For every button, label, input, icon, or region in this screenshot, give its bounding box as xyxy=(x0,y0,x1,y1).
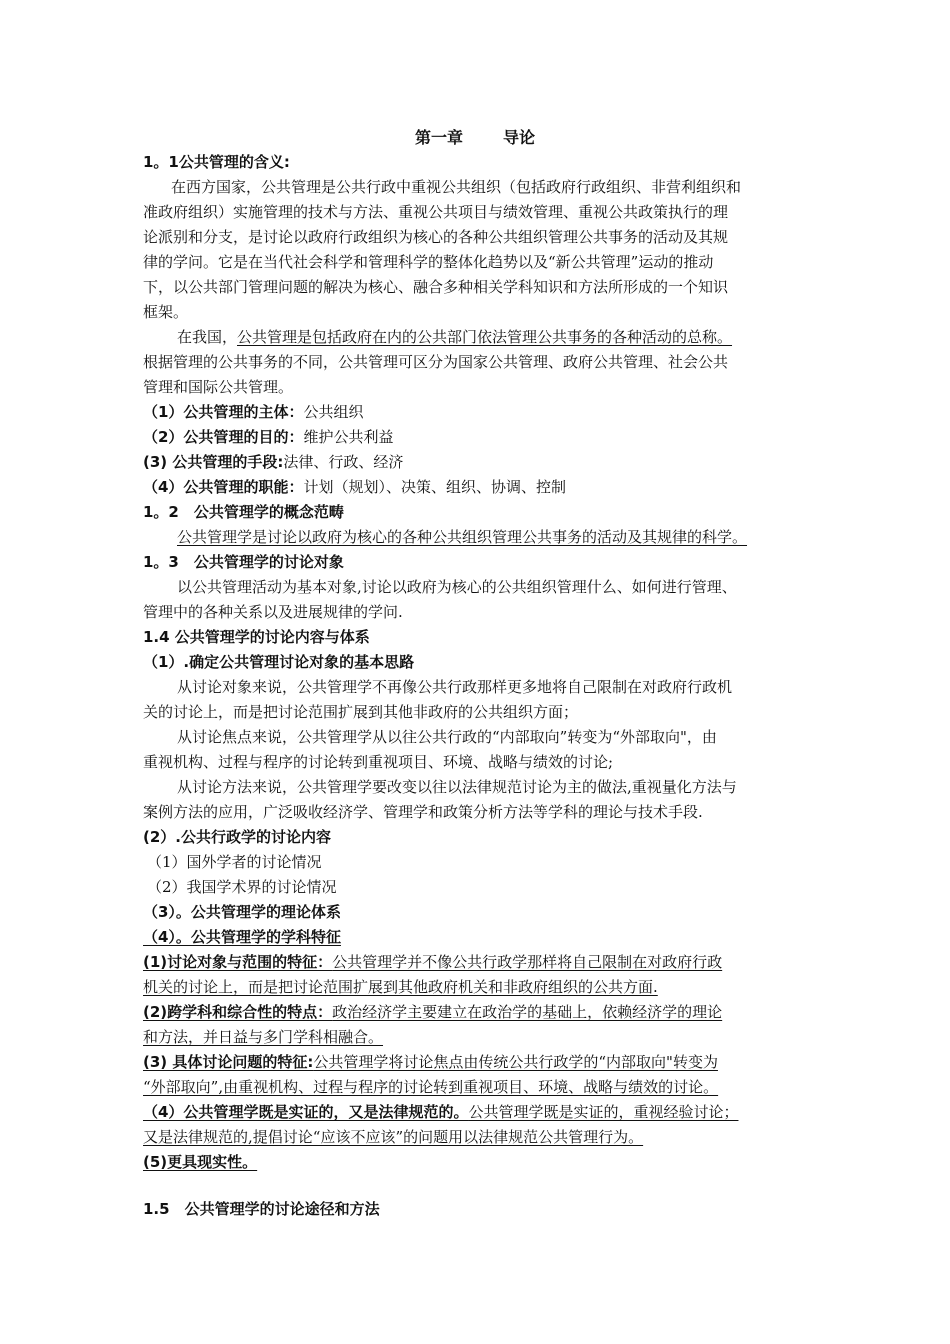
item-text: 计划（规划）、决策、组织、协调、控制 xyxy=(303,478,566,496)
item-text: 法律、行政、经济 xyxy=(283,453,404,471)
list-item xyxy=(143,475,823,499)
subsection-heading: （4）。公共管理学的学科特征 xyxy=(143,928,341,946)
list-item xyxy=(143,400,823,424)
feature-label: (1)讨论对象与范围的特征： xyxy=(143,953,333,971)
lead-text: 在我国， xyxy=(177,328,238,346)
section-1-5-heading: 1.5 公共管理学的讨论途径和方法 xyxy=(143,1200,380,1218)
section-1-1-heading: 1。1公共管理的含义: xyxy=(143,153,290,171)
section-1-2-heading: 1。2 公共管理学的概念范畴 xyxy=(143,503,344,521)
subsection-heading: （1）.确定公共管理讨论对象的基本思路 xyxy=(143,653,415,671)
chapter-title xyxy=(0,125,950,148)
paragraph-line: 下，以公共部门管理问题的解决为核心、融合多种相关学科知识和方法所形成的一个知识 xyxy=(143,278,729,296)
paragraph-line: 管理中的各种关系以及进展规律的学问. xyxy=(143,603,403,621)
paragraph-line: 从讨论对象来说，公共管理学不再像公共行政那样更多地将自己限制在对政府行政机 xyxy=(177,678,733,696)
paragraph-line: 关的讨论上，而是把讨论范围扩展到其他非政府的公共组织方面； xyxy=(143,703,579,721)
feature-text: 政治经济学主要建立在政治学的基础上，依赖经济学的理论 xyxy=(332,1003,723,1021)
definition-text: 公共管理学是讨论以政府为核心的各种公共组织管理公共事务的活动及其规律的科学。 xyxy=(177,528,748,546)
feature-line xyxy=(143,1000,823,1024)
section-1-4-heading: 1.4 公共管理学的讨论内容与体系 xyxy=(143,628,370,646)
feature-label: (2)跨学科和综合性的特点： xyxy=(143,1003,333,1021)
section-1-3-heading: 1。3 公共管理学的讨论对象 xyxy=(143,553,344,571)
paragraph-line: 从讨论焦点来说，公共管理学从以往公共行政的“内部取向”转变为“外部取向"，由 xyxy=(177,728,717,746)
subsection-heading: (2）.公共行政学的讨论内容 xyxy=(143,828,331,846)
paragraph-line: 论派别和分支，是讨论以政府行政组织为核心的各种公共组织管理公共事务的活动及其规 xyxy=(143,228,729,246)
list-item: （1）国外学者的讨论情况 xyxy=(147,853,322,871)
list-item: （2）我国学术界的讨论情况 xyxy=(147,878,337,896)
list-item xyxy=(143,425,823,449)
paragraph-line: 律的学问。它是在当代社会科学和管理科学的整体化趋势以及“新公共管理”运动的推动 xyxy=(143,253,714,271)
subsection-heading: （3）。公共管理学的理论体系 xyxy=(143,903,341,921)
feature-line: “外部取向”,由重视机构、过程与程序的讨论转到重视项目、环境、战略与绩效的讨论。 xyxy=(143,1078,719,1096)
paragraph-line: 根据管理的公共事务的不同，公共管理可区分为国家公共管理、政府公共管理、社会公共 xyxy=(143,353,729,371)
feature-line: 和方法，并日益与多门学科相融合。 xyxy=(143,1028,384,1046)
paragraph-line xyxy=(143,525,823,549)
paragraph-line: 从讨论方法来说，公共管理学要改变以往以法律规范讨论为主的做法,重视量化方法与 xyxy=(177,778,737,796)
paragraph-line: 管理和国际公共管理。 xyxy=(143,378,294,396)
chapter-name: 导论 xyxy=(503,128,536,147)
feature-text: 公共管理学将讨论焦点由传统公共行政学的“内部取向"转变为 xyxy=(313,1053,718,1071)
chapter-number: 第一章 xyxy=(414,128,463,147)
paragraph-line xyxy=(143,325,823,349)
definition-text: 公共管理是包括政府在内的公共部门依法管理公共事务的各种活动的总称。 xyxy=(237,328,733,346)
feature-line: 又是法律规范的,提倡讨论“应该不应该”的问题用以法律规范公共管理行为。 xyxy=(143,1128,644,1146)
paragraph-line: 框架。 xyxy=(143,303,189,321)
feature-line xyxy=(143,1050,823,1074)
item-label: （2）公共管理的目的： xyxy=(143,428,304,446)
list-item xyxy=(143,450,823,474)
feature-line xyxy=(143,1100,823,1124)
item-label: （1）公共管理的主体： xyxy=(143,403,304,421)
feature-line: (5)更具现实性。 xyxy=(143,1153,258,1171)
feature-label: （4）公共管理学既是实证的，又是法律规范的。 xyxy=(143,1103,469,1121)
item-label: (3) 公共管理的手段: xyxy=(143,453,284,471)
item-text: 维护公共利益 xyxy=(303,428,394,446)
paragraph-line: 准政府组织）实施管理的技术与方法、重视公共项目与绩效管理、重视公共政策执行的理 xyxy=(143,203,729,221)
feature-text: 公共管理学既是实证的，重视经验讨论； xyxy=(468,1103,739,1121)
item-label: （4）公共管理的职能： xyxy=(143,478,304,496)
feature-line xyxy=(143,950,823,974)
feature-line: 机关的讨论上，而是把讨论范围扩展到其他政府机关和非政府组织的公共方面. xyxy=(143,978,658,996)
paragraph-line: 以公共管理活动为基本对象,讨论以政府为核心的公共组织管理什么、如何进行管理、 xyxy=(177,578,737,596)
paragraph-line: 案例方法的应用，广泛吸收经济学、管理学和政策分析方法等学科的理论与技术手段. xyxy=(143,803,703,821)
paragraph-line: 重视机构、过程与程序的讨论转到重视项目、环境、战略与绩效的讨论; xyxy=(143,753,614,771)
feature-text: 公共管理学并不像公共行政学那样将自己限制在对政府行政 xyxy=(332,953,723,971)
feature-label: (3) 具体讨论问题的特征: xyxy=(143,1053,314,1071)
item-text: 公共组织 xyxy=(303,403,364,421)
paragraph-line: 在西方国家，公共管理是公共行政中重视公共组织（包括政府行政组织、非营利组织和 xyxy=(171,178,742,196)
